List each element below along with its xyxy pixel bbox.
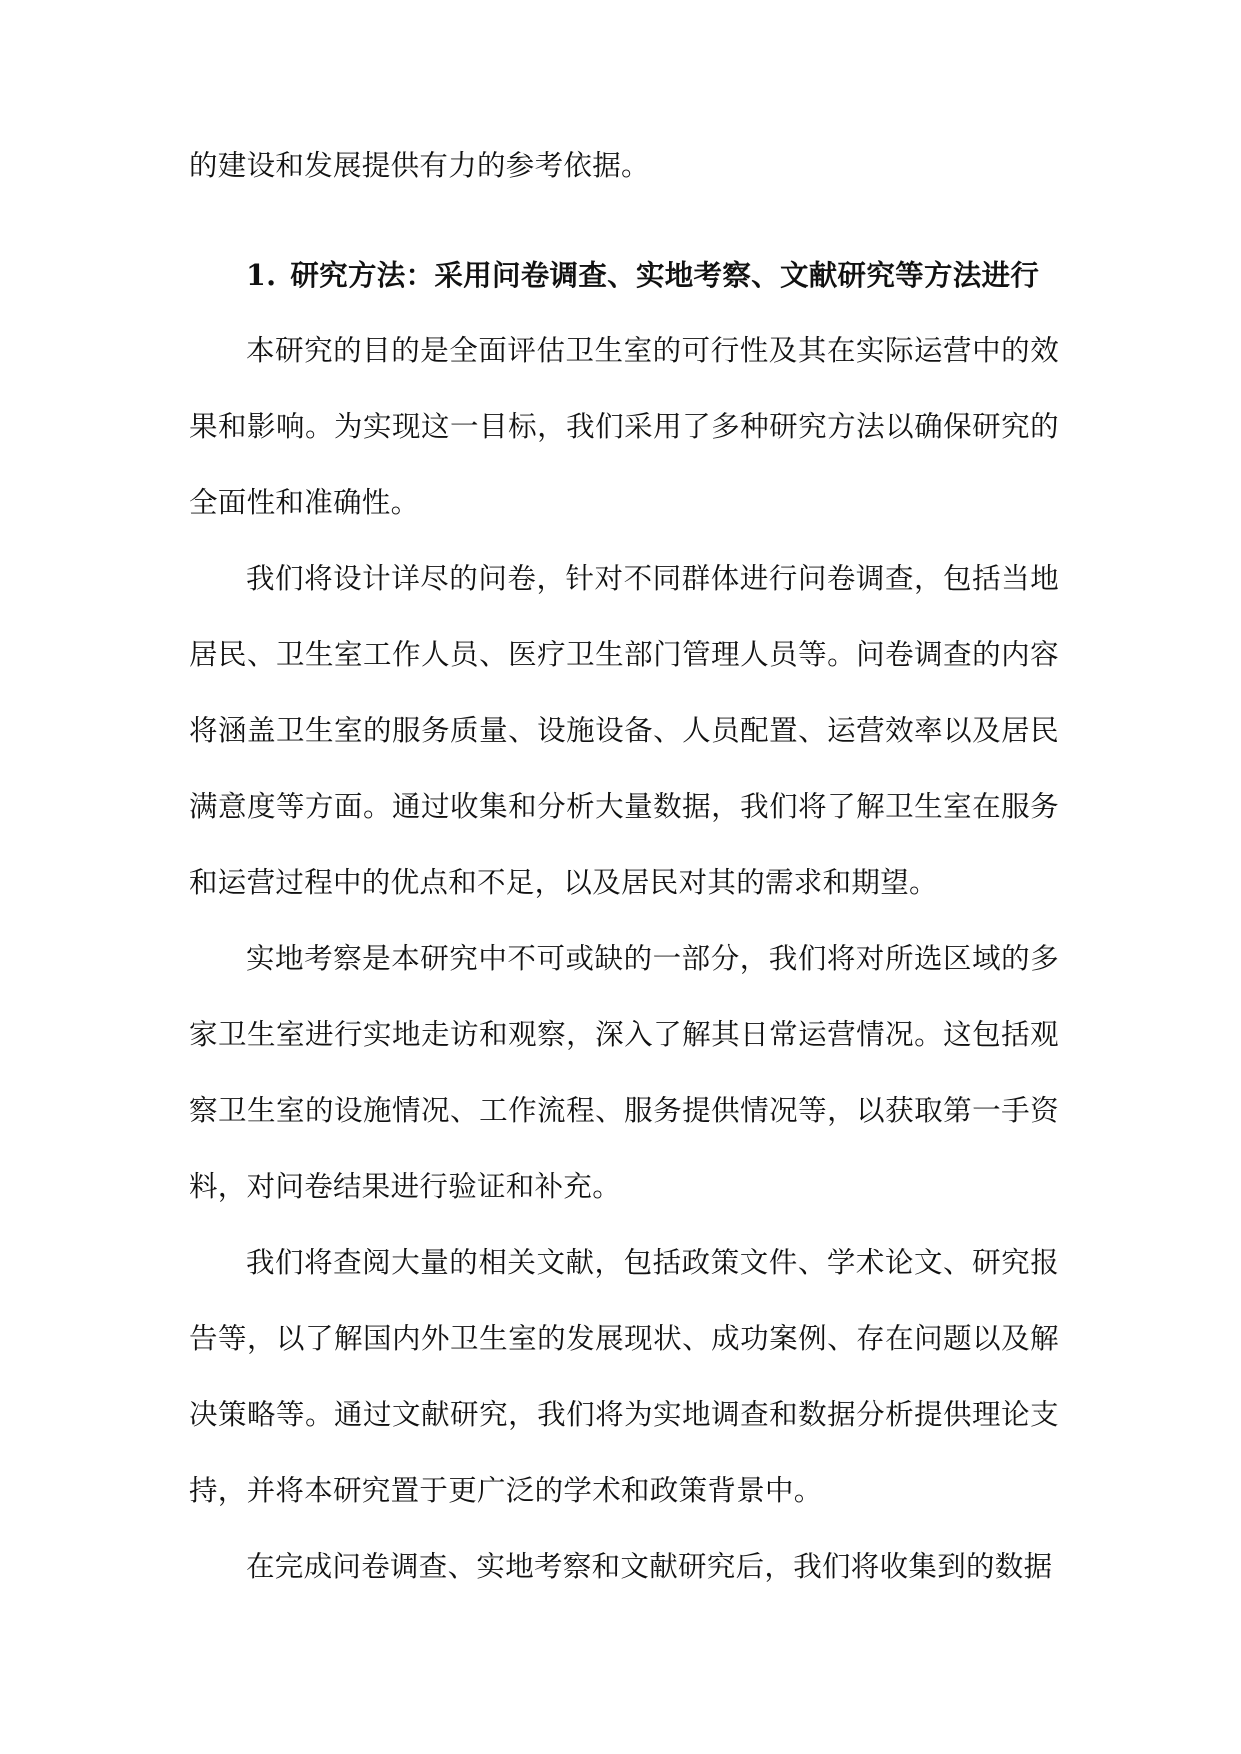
body-paragraph-data-analysis: 在完成问卷调查、实地考察和文献研究后，我们将收集到的数据 <box>246 1550 1053 1583</box>
section-title: 研究方法：采用问卷调查、实地考察、文献研究等方法进行 <box>290 258 1040 292</box>
section-number: 1. <box>246 258 277 292</box>
body-paragraph-questionnaire: 我们将设计详尽的问卷，针对不同群体进行问卷调查，包括当地居民、卫生室工作人员、医疗卫生部门管理人员等。问卷调查的内容将涵盖卫生室的服务质量、设施设备、人员配置、运营效率以及居民满意度等方面。通过收集和分析大量数据，我们将了解卫生室在服务和运营过程中的优点和不足，以及居民对其的需求和期望。 <box>189 562 1059 899</box>
body-paragraph-literature: 我们将查阅大量的相关文献，包括政策文件、学术论文、研究报告等，以了解国内外卫生室的发展现状、成功案例、存在问题以及解决策略等。通过文献研究，我们将为实地调查和数据分析提供理论支持，并将本研究置于更广泛的学术和政策背景中。 <box>189 1246 1059 1507</box>
intro-paragraph-tail: 的建设和发展提供有力的参考依据。 <box>189 149 650 182</box>
section-heading <box>189 237 1059 313</box>
body-paragraph-purpose: 本研究的目的是全面评估卫生室的可行性及其在实际运营中的效果和影响。为实现这一目标，我们采用了多种研究方法以确保研究的全面性和准确性。 <box>189 334 1059 519</box>
document-page <box>189 128 1059 1605</box>
body-paragraph-field-visit: 实地考察是本研究中不可或缺的一部分，我们将对所选区域的多家卫生室进行实地走访和观察，深入了解其日常运营情况。这包括观察卫生室的设施情况、工作流程、服务提供情况等，以获取第一手资料，对问卷结果进行验证和补充。 <box>189 942 1059 1203</box>
